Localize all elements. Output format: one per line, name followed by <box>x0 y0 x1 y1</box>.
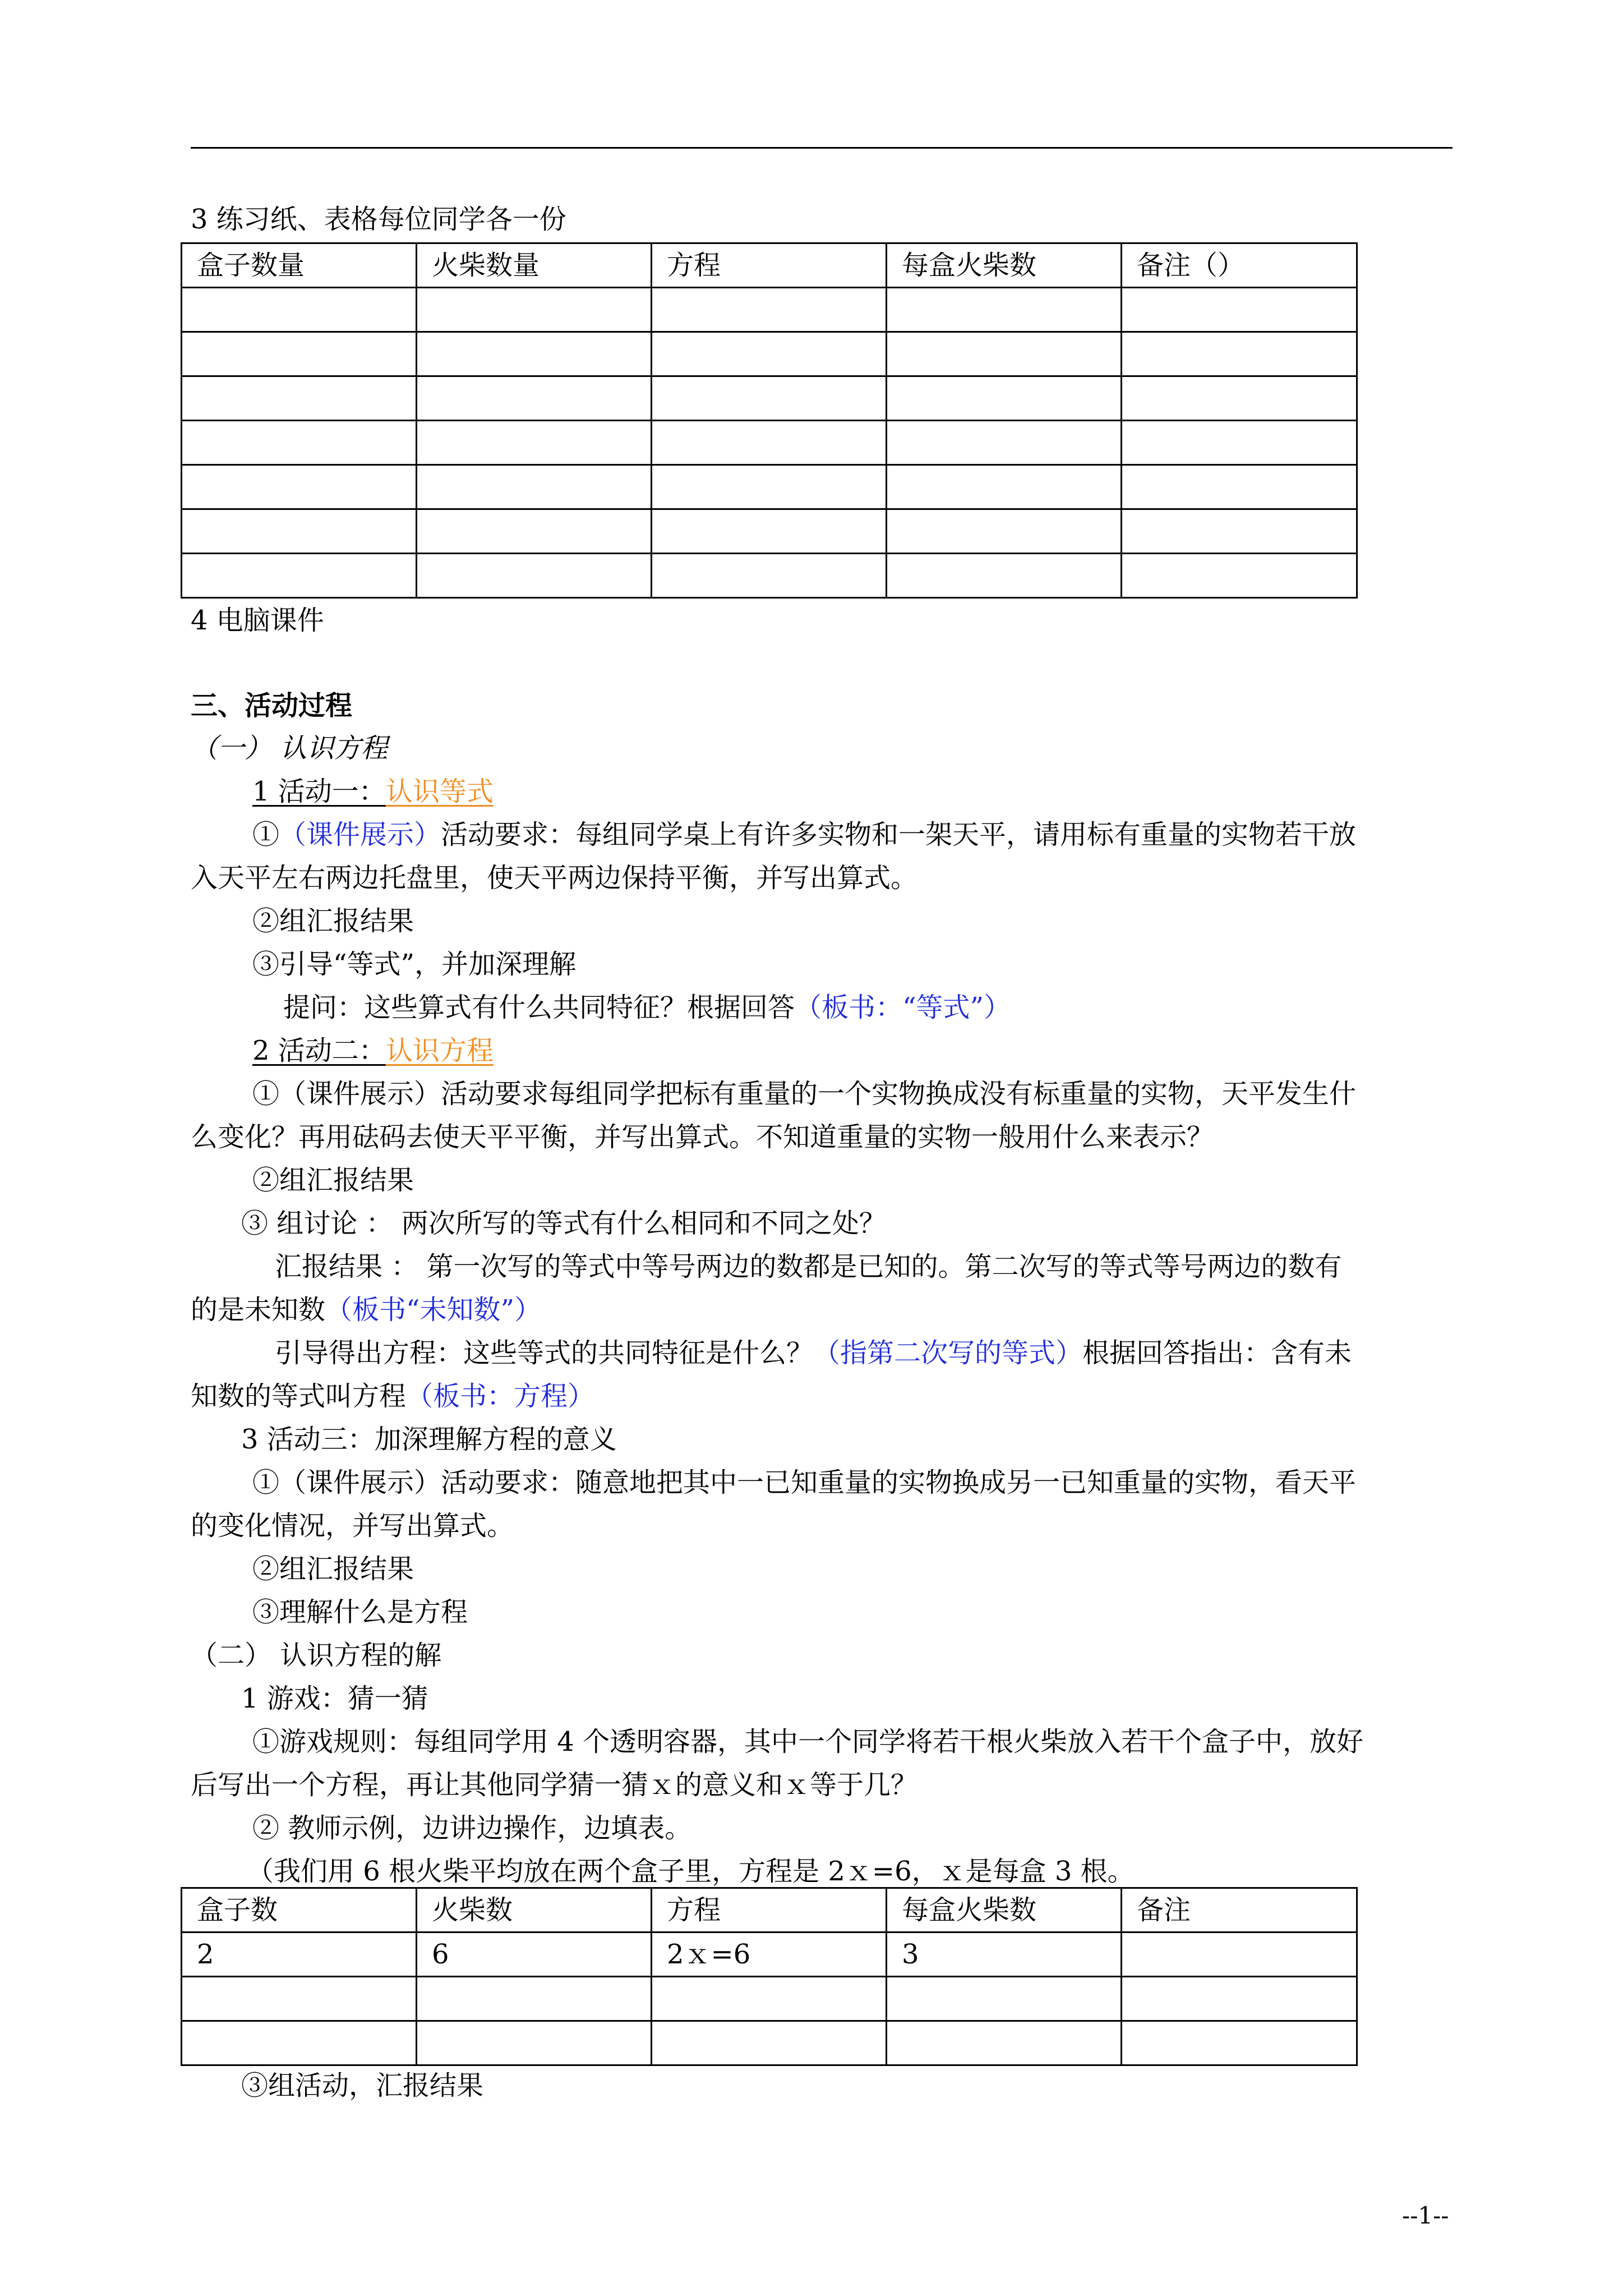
game-rule: ①游戏规则：每组同学用 4 个透明容器，其中一个同学将若干根火柴放入若干个盒子中，放好 <box>252 1726 1364 1757</box>
table-cell <box>652 288 887 332</box>
guide-text: 引导得出方程：这些等式的共同特征是什么？ <box>275 1337 814 1369</box>
part-2-heading: （二） 认识方程的解 <box>191 1640 442 1671</box>
game-rule-cont: 后写出一个方程，再让其他同学猜一猜ｘ的意义和ｘ等于几？ <box>191 1769 918 1801</box>
game-heading: 1 游戏：猜一猜 <box>241 1683 428 1714</box>
table-cell: 2ｘ=6 <box>652 1932 887 1977</box>
table-row <box>182 465 1357 509</box>
activity-2-step-2: ②组汇报结果 <box>252 1165 414 1196</box>
game-record-table <box>181 1887 1358 2066</box>
table-cell <box>417 465 652 509</box>
activity-1-step-1-text: 活动要求：每组同学桌上有许多实物和一架天平，请用标有重量的实物若干放 <box>441 819 1357 850</box>
activity-2-step-1: ①（课件展示）活动要求每组同学把标有重量的一个实物换成没有标重量的实物，天平发生什 <box>252 1078 1357 1110</box>
matchbox-record-table <box>181 242 1358 599</box>
table-cell <box>887 421 1122 465</box>
table-row <box>182 288 1357 332</box>
guide-line-cont <box>191 1381 594 1413</box>
activity-2-name: 认识方程 <box>385 1035 494 1066</box>
part-1-heading: （一） 认识方程 <box>191 733 388 764</box>
table-header-cell: 每盒火柴数 <box>887 243 1122 288</box>
table-cell <box>1122 509 1357 554</box>
materials-item-3: 3 练习纸、表格每位同学各一份 <box>191 204 566 235</box>
table-header-row <box>182 243 1357 288</box>
table-cell <box>887 554 1122 598</box>
activity-3-step-3: ③理解什么是方程 <box>252 1596 468 1628</box>
table-cell <box>182 465 417 509</box>
table-cell: 2 <box>182 1932 417 1977</box>
table-cell <box>652 332 887 376</box>
table-header-cell: 每盒火柴数 <box>887 1888 1122 1932</box>
activity-1-question <box>283 992 1011 1024</box>
table-cell <box>1122 332 1357 376</box>
activity-3-step-2: ②组汇报结果 <box>252 1553 414 1585</box>
table-cell <box>417 332 652 376</box>
table-cell: 3 <box>887 1932 1122 1977</box>
activity-3-step-1: ①（课件展示）活动要求：随意地把其中一已知重量的实物换成另一已知重量的实物，看天平 <box>252 1467 1357 1498</box>
table-cell <box>182 288 417 332</box>
page-number: --1-- <box>1402 2202 1449 2229</box>
table-header-cell: 盒子数 <box>182 1888 417 1932</box>
table-cell <box>652 1977 887 2021</box>
table-header-row <box>182 1888 1357 1932</box>
question-text: 提问：这些算式有什么共同特征？根据回答 <box>283 992 795 1023</box>
table-cell <box>652 554 887 598</box>
guide-line <box>275 1337 1352 1370</box>
table-row <box>182 2021 1357 2065</box>
table-cell <box>1122 1977 1357 2021</box>
table-cell <box>652 465 887 509</box>
table-cell <box>182 554 417 598</box>
table-cell <box>887 509 1122 554</box>
table-cell <box>182 376 417 421</box>
table-cell <box>182 421 417 465</box>
table-cell <box>1122 376 1357 421</box>
table-cell <box>887 2021 1122 2065</box>
table-cell <box>652 421 887 465</box>
guide-text-end: 根据回答指出：含有未 <box>1082 1337 1352 1369</box>
table-cell <box>417 421 652 465</box>
teacher-demo: ② 教师示例，边讲边操作，边填表。 <box>252 1812 692 1844</box>
report-result-line: 汇报结果 ： 第一次写的等式中等号两边的数都是已知的。第二次写的等式等号两边的数有 <box>275 1251 1342 1282</box>
board-note-equation-def: （板书：方程） <box>406 1381 595 1412</box>
table-row <box>182 421 1357 465</box>
definition-text: 知数的等式叫方程 <box>191 1381 407 1412</box>
table-cell <box>887 376 1122 421</box>
table-cell <box>182 509 417 554</box>
guide-note: （指第二次写的等式） <box>813 1337 1083 1369</box>
table-header-cell: 备注 <box>1122 1888 1357 1932</box>
table-cell <box>887 332 1122 376</box>
table-cell <box>1122 288 1357 332</box>
report-result-line-cont <box>191 1294 541 1327</box>
activity-3-step-1-cont: 的变化情况，并写出算式。 <box>191 1510 514 1542</box>
activity-1-prefix: 1 活动一： <box>252 776 386 807</box>
activity-3-heading: 3 活动三：加深理解方程的意义 <box>241 1424 617 1455</box>
table-cell <box>887 1977 1122 2021</box>
table-row <box>182 509 1357 554</box>
table-header-cell: 盒子数量 <box>182 243 417 288</box>
table-cell <box>417 2021 652 2065</box>
activity-1-name: 认识等式 <box>385 776 494 807</box>
table-row <box>182 332 1357 376</box>
courseware-tag: （课件展示） <box>279 819 441 850</box>
table-cell <box>417 288 652 332</box>
section-title: 三、活动过程 <box>191 690 353 721</box>
table-cell <box>182 2021 417 2065</box>
activity-1-heading <box>252 776 494 808</box>
activity-2-step-3: ③ 组讨论 ： 两次所写的等式有什么相同和不同之处？ <box>241 1208 886 1239</box>
table-cell <box>1122 554 1357 598</box>
table-header-cell: 备注（） <box>1122 243 1357 288</box>
table-row <box>182 1977 1357 2021</box>
table-cell <box>417 554 652 598</box>
table-cell <box>182 332 417 376</box>
materials-item-4: 4 电脑课件 <box>191 605 324 636</box>
table-header-cell: 方程 <box>652 1888 887 1932</box>
activity-1-step-2: ②组汇报结果 <box>252 905 414 937</box>
table-cell: 6 <box>417 1932 652 1977</box>
activity-2-heading <box>252 1035 494 1068</box>
header-rule <box>191 147 1453 149</box>
table-cell <box>417 1977 652 2021</box>
table-cell <box>887 288 1122 332</box>
table-cell <box>652 2021 887 2065</box>
table-cell <box>652 509 887 554</box>
table-cell <box>1122 1932 1357 1977</box>
table-row <box>182 554 1357 598</box>
activity-1-step-3: ③引导“等式”，并加深理解 <box>252 949 577 980</box>
unknown-text: 的是未知数 <box>191 1294 326 1326</box>
table-row <box>182 1932 1357 1977</box>
board-note-equation: （板书：“等式”） <box>795 992 1011 1023</box>
table-header-cell: 火柴数 <box>417 1888 652 1932</box>
activity-2-step-1-cont: 么变化？再用砝码去使天平平衡，并写出算式。不知道重量的实物一般用什么来表示？ <box>191 1121 1214 1153</box>
table-header-cell: 火柴数量 <box>417 243 652 288</box>
activity-1-step-1: ①（课件展示）活动要求：每组同学桌上有许多实物和一架天平，请用标有重量的实物若干放 <box>252 819 1357 850</box>
table-cell <box>1122 421 1357 465</box>
table-cell <box>417 376 652 421</box>
table-cell <box>887 465 1122 509</box>
table-cell <box>1122 465 1357 509</box>
activity-1-step-1-cont: 入天平左右两边托盘里，使天平两边保持平衡，并写出算式。 <box>191 862 918 894</box>
table-cell <box>652 376 887 421</box>
table-row <box>182 376 1357 421</box>
demo-example: （我们用 6 根火柴平均放在两个盒子里，方程是 2ｘ=6，ｘ是每盒 3 根。 <box>247 1856 1135 1887</box>
table-cell <box>417 509 652 554</box>
group-activity-line: ③组活动，汇报结果 <box>241 2070 484 2101</box>
board-note-unknown: （板书“未知数”） <box>325 1294 542 1326</box>
table-header-cell: 方程 <box>652 243 887 288</box>
table-cell <box>182 1977 417 2021</box>
table-cell <box>1122 2021 1357 2065</box>
activity-2-prefix: 2 活动二： <box>252 1035 386 1066</box>
